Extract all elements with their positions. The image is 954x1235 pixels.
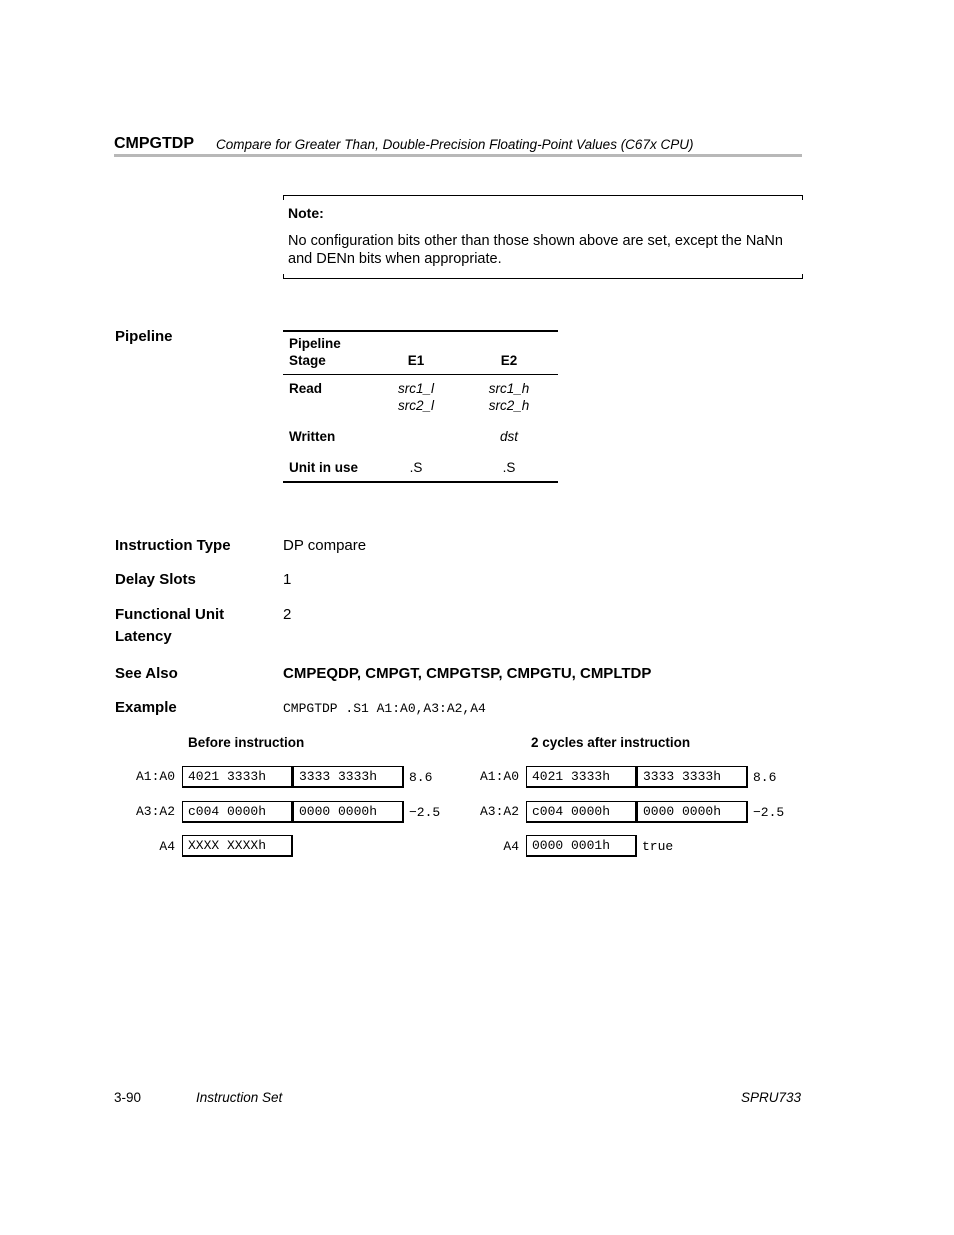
pipeline-row-unit: Unit in use [289, 460, 359, 475]
delay-slots-value: 1 [283, 571, 292, 588]
pipeline-header-stage-2: Stage [289, 353, 326, 368]
before-reg-a2-value: 0000 0000h [293, 801, 404, 823]
after-reg-a1a0-label: A1:A0 [479, 769, 519, 784]
pipeline-read-e2-1: src1_h [488, 381, 530, 396]
pipeline-header-e2: E2 [500, 353, 518, 368]
after-reg-a0-value: 3333 3333h [637, 766, 748, 788]
example-code: CMPGTDP .S1 A1:A0,A3:A2,A4 [283, 701, 486, 716]
delay-slots-label: Delay Slots [115, 571, 196, 588]
pipeline-row-read: Read [289, 381, 323, 396]
pipeline-header-e1: E1 [407, 353, 425, 368]
after-reg-a4-value: 0000 0001h [526, 835, 637, 857]
example-label: Example [115, 699, 177, 716]
pipeline-read-e1-1: src1_l [397, 381, 434, 396]
before-reg-a4-label: A4 [159, 839, 175, 854]
note-text: No configuration bits other than those shown above are set, except the NaNn and DENn bits when appropriate. [288, 233, 783, 267]
after-reg-a1-value: 4021 3333h [526, 766, 637, 788]
after-reg-a3a2-label: A3:A2 [479, 804, 519, 819]
pipeline-row-written: Written [289, 429, 336, 444]
after-title: 2 cycles after instruction [531, 735, 691, 750]
pipeline-unit-e2: .S [502, 460, 516, 475]
after-reg-a1a0-note: 8.6 [753, 770, 777, 785]
after-reg-a4-note: true [642, 839, 674, 854]
note-label: Note: [288, 205, 324, 221]
before-reg-a1a0-label: A1:A0 [135, 769, 175, 784]
latency-label-1: Functional Unit [115, 606, 225, 623]
instruction-title: Compare for Greater Than, Double-Precision Floating-Point Values (C67x CPU) [216, 137, 694, 152]
pipeline-written-e2: dst [499, 429, 518, 444]
see-also-value: CMPEQDP, CMPGT, CMPGTSP, CMPGTU, CMPLTDP [283, 665, 652, 682]
latency-label-2: Latency [115, 628, 172, 645]
instruction-type-value: DP compare [283, 537, 367, 554]
footer-page-number: 3-90 [114, 1090, 142, 1105]
before-reg-a4-value: XXXX XXXXh [182, 835, 293, 857]
see-also-label: See Also [115, 665, 178, 682]
footer-section: Instruction Set [196, 1090, 283, 1105]
after-reg-a4-label: A4 [503, 839, 519, 854]
before-reg-a0-value: 3333 3333h [293, 766, 404, 788]
before-title: Before instruction [188, 735, 305, 750]
after-reg-a3a2-note: −2.5 [753, 805, 785, 820]
latency-value: 2 [283, 606, 292, 623]
instruction-mnemonic: CMPGTDP [114, 135, 194, 152]
after-reg-a3-value: c004 0000h [526, 801, 637, 823]
note-box [283, 195, 803, 279]
before-reg-a3a2-note: −2.5 [409, 805, 441, 820]
pipeline-read-e2-2: src2_h [488, 398, 530, 413]
before-reg-a3a2-label: A3:A2 [135, 804, 175, 819]
before-reg-a3-value: c004 0000h [182, 801, 293, 823]
footer-doc-number: SPRU733 [741, 1090, 802, 1105]
pipeline-label: Pipeline [115, 328, 173, 345]
before-reg-a1a0-note: 8.6 [409, 770, 433, 785]
after-reg-a2-value: 0000 0000h [637, 801, 748, 823]
pipeline-header-stage-1: Pipeline [289, 336, 341, 351]
pipeline-read-e1-2: src2_l [397, 398, 434, 413]
instruction-type-label: Instruction Type [115, 537, 231, 554]
header-rule [114, 154, 802, 157]
before-reg-a1-value: 4021 3333h [182, 766, 293, 788]
pipeline-unit-e1: .S [409, 460, 423, 475]
